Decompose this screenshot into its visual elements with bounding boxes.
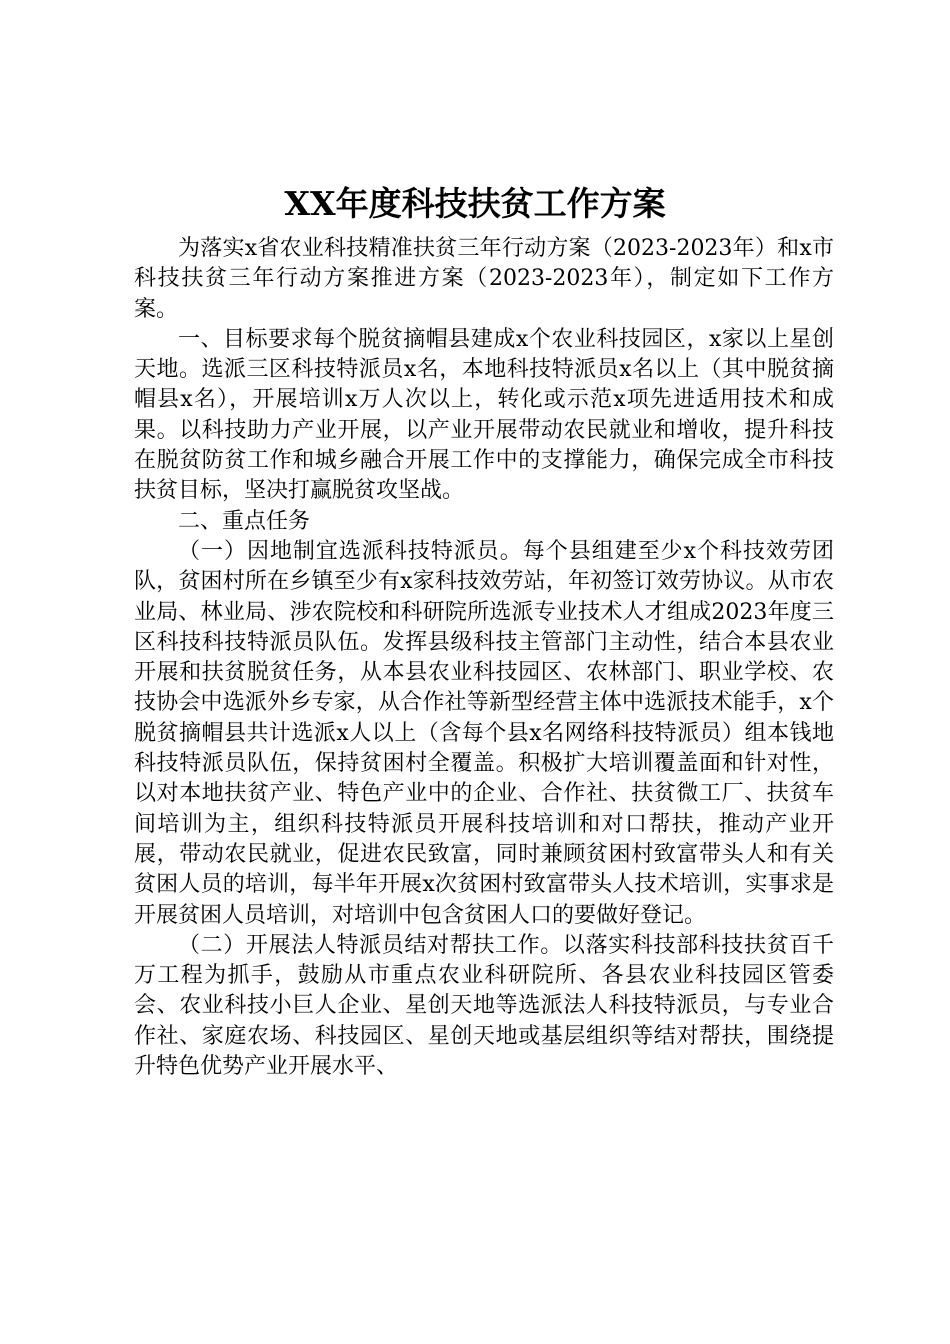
- paragraph-intro: 为落实x省农业科技精准扶贫三年行动方案（2023-2023年）和x市科技扶贫三年行动方案推进方案（2023-2023年），制定如下工作方案。: [134, 236, 834, 322]
- paragraph-task-2: （二）开展法人特派员结对帮扶工作。以落实科技部科技扶贫百千万工程为抓手，鼓励从市重点农业科研院所、各县农业科技园区管委会、农业科技小巨人企业、星创天地等选派法人科技特派员，与专业合作社、家庭农场、科技园区、星创天地或基层组织等结对帮扶，围绕提升特色优势产业开展水平、: [134, 932, 834, 1080]
- document-title: XX年度科技扶贫工作方案: [284, 184, 666, 223]
- paragraph-goals: 一、目标要求每个脱贫摘帽县建成x个农业科技园区，x家以上星创天地。选派三区科技特派员x名，本地科技特派员x名以上（其中脱贫摘帽县x名），开展培训x万人次以上，转化或示范x项先进适用技术和成果。以科技助力产业开展，以产业开展带动农民就业和增收，提升科技在脱贫防贫工作和城乡融合开展工作中的支撑能力，确保完成全市科技扶贫目标，坚决打赢脱贫攻坚战。: [134, 326, 834, 504]
- paragraph-key-tasks-heading: 二、重点任务: [178, 508, 311, 534]
- document-body: [134, 234, 834, 1082]
- paragraph-task-1: （一）因地制宜选派科技特派员。每个县组建至少x个科技效劳团队，贫困村所在乡镇至少有x家科技效劳站，年初签订效劳协议。从市农业局、林业局、涉农院校和科研院所选派专业技术人才组成2023年度三区科技科技特派员队伍。发挥县级科技主管部门主动性，结合本县农业开展和扶贫脱贫任务，从本县农业科技园区、农林部门、职业学校、农技协会中选派外乡专家，从合作社等新型经营主体中选派技术能手，x个脱贫摘帽县共计选派x人以上（含每个县x名网络科技特派员）组本钱地科技特派员队伍，保持贫困村全覆盖。积极扩大培训覆盖面和针对性，以对本地扶贫产业、特色产业中的企业、合作社、扶贫微工厂、扶贫车间培训为主，组织科技特派员开展科技培训和对口帮扶，推动产业开展，带动农民就业，促进农民致富，同时兼顾贫困村致富带头人和有关贫困人员的培训，每半年开展x次贫困村致富带头人技术培训，实事求是开展贫困人员培训，对培训中包含贫困人口的要做好登记。: [134, 538, 834, 928]
